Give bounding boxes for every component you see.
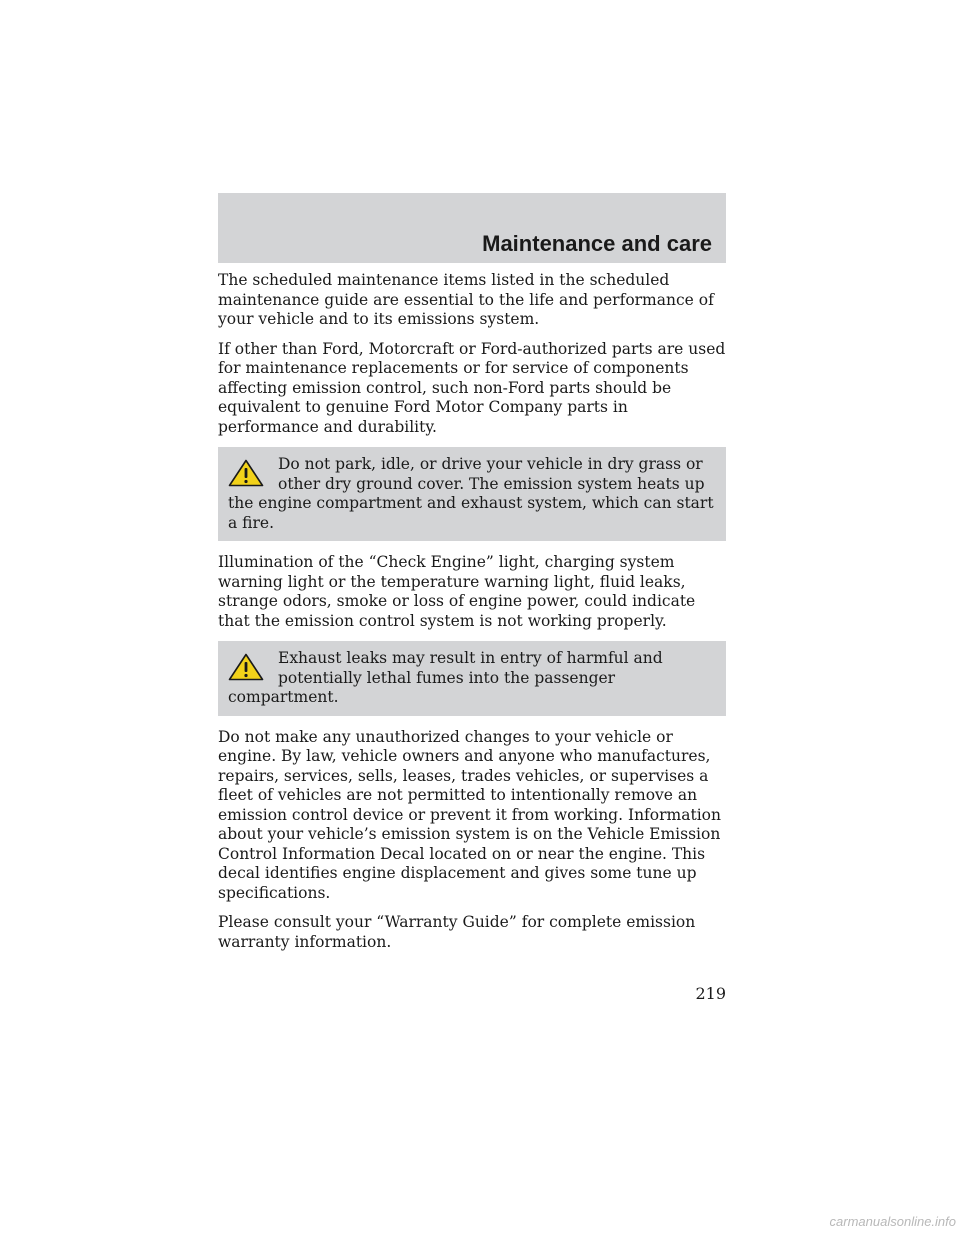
paragraph-warranty: Please consult your “Warranty Guide” for complete emission warranty information.	[218, 913, 696, 951]
warning-triangle-icon	[228, 653, 264, 681]
warning-text-fire: Do not park, idle, or drive your vehicle in dry grass or other dry ground cover. The emission system heats up the engine compartment and exhaust system, which can start a fire.	[228, 455, 714, 532]
paragraph-illumination: Illumination of the “Check Engine” light, charging system warning light or the temperature warning light, fluid leaks, strange odors, smoke or loss of engine power, could indicate that the emission control system is not working properly.	[218, 553, 696, 630]
warning-text-exhaust: Exhaust leaks may result in entry of harmful and potentially lethal fumes into the passenger compartment.	[228, 649, 663, 706]
warning-box-fire	[218, 447, 726, 541]
warning-triangle-icon	[228, 459, 264, 487]
section-title: Maintenance and care	[482, 231, 712, 256]
warning-box-exhaust	[218, 641, 726, 716]
paragraph-non-ford-parts: If other than Ford, Motorcraft or Ford-authorized parts are used for maintenance replacements or for service of components affecting emission control, such non-Ford parts should be equivalent to genuine Ford Motor Company parts in performance and durability.	[218, 339, 726, 436]
paragraph-unauthorized-changes: Do not make any unauthorized changes to your vehicle or engine. By law, vehicle owners and anyone who manufactures, repairs, services, sells, leases, trades vehicles, or supervises a fleet of vehicles are not permitted to intentionally remove an emission control device or prevent it from working. Information about your vehicle’s emission system is on the Vehicle Emission Control Information Decal located on or near the engine. This decal identifies engine displacement and gives some tune up specifications.	[218, 727, 721, 902]
paragraph-scheduled-maintenance: The scheduled maintenance items listed in the scheduled maintenance guide are essential to the life and performance of your vehicle and to its emissions system.	[218, 271, 714, 328]
page-content	[218, 271, 726, 962]
watermark: carmanualsonline.info	[829, 1214, 956, 1229]
section-header	[218, 193, 726, 263]
page-number: 219	[695, 984, 726, 1003]
